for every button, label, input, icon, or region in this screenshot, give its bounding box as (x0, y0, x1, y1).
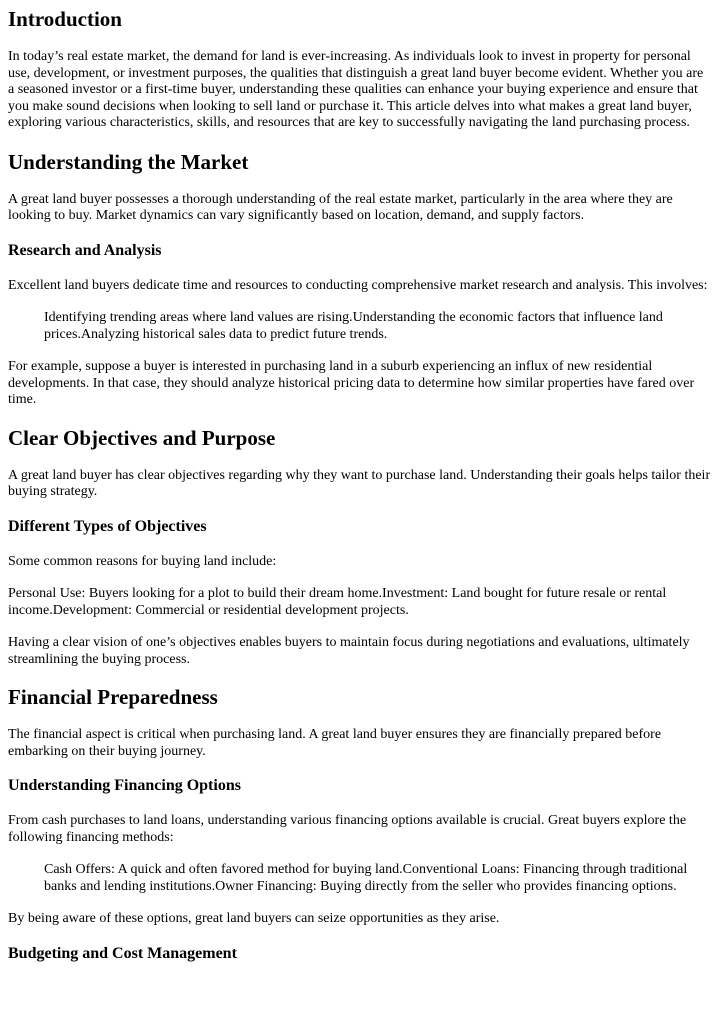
objectives-list-paragraph: Personal Use: Buyers looking for a plot to build their dream home.Investment: Land bought for future resale or rental income.Development: Commercial or residential development projects. (8, 586, 667, 618)
objectives-paragraph: A great land buyer has clear objectives regarding why they want to purchase land. Understanding their goals helps tailor their buying strategy. (8, 467, 711, 499)
article (0, 7, 720, 963)
financing-closing-paragraph: By being aware of these options, great land buyers can seize opportunities as they arise. (8, 911, 500, 926)
financing-list: Cash Offers: A quick and often favored method for buying land.Conventional Loans: Financing through traditional banks and lending institutions.Owner Financing: Buying directly from the seller who provides financing options. (44, 862, 688, 894)
objectives-intro-paragraph: Some common reasons for buying land include: (8, 553, 277, 569)
heading-clear-objectives: Clear Objectives and Purpose (8, 425, 276, 450)
objectives-vision-paragraph: Having a clear vision of one’s objectives enables buyers to maintain focus during negotiations and evaluations, ultimately streamlining the buying process. (8, 635, 690, 667)
financial-paragraph: The financial aspect is critical when purchasing land. A great land buyer ensures they are financially prepared before embarking on their buying journey. (8, 727, 662, 759)
research-list: Identifying trending areas where land values are rising.Understanding the economic factors that influence land prices.Analyzing historical sales data to predict future trends. (44, 310, 663, 342)
heading-understanding-market: Understanding the Market (8, 149, 249, 174)
research-example-paragraph: For example, suppose a buyer is interested in purchasing land in a suburb experiencing an influx of new residential developments. In that case, they should analyze historical pricing data to determine how similar properties have fared over time. (8, 359, 695, 407)
subheading-research-analysis: Research and Analysis (8, 241, 162, 259)
market-paragraph: A great land buyer possesses a thorough understanding of the real estate market, particularly in the area where they are looking to buy. Market dynamics can vary significantly based on location, demand, and supply factors. (8, 191, 673, 223)
heading-introduction: Introduction (8, 7, 122, 31)
subheading-budgeting: Budgeting and Cost Management (8, 944, 237, 962)
heading-financial-preparedness: Financial Preparedness (8, 685, 218, 709)
financing-paragraph: From cash purchases to land loans, understanding various financing options available is crucial. Great buyers explore the following financing methods: (8, 813, 687, 845)
research-paragraph: Excellent land buyers dedicate time and resources to conducting comprehensive market research and analysis. This involves: (8, 277, 708, 293)
intro-paragraph: In today’s real estate market, the demand for land is ever-increasing. As individuals look to invest in property for personal use, development, or investment purposes, the qualities that distinguish a great land buyer become evident. Whether you are a seasoned investor or a first-time buyer, understanding these qualities can enhance your buying experience and ensure that you make sound decisions when looking to sell land or purchase it. This article delves into what makes a great land buyer, exploring various characteristics, skills, and resources that are key to successfully navigating the land purchasing process. (8, 49, 704, 130)
subheading-financing-options: Understanding Financing Options (8, 777, 241, 794)
subheading-types-objectives: Different Types of Objectives (8, 517, 207, 535)
